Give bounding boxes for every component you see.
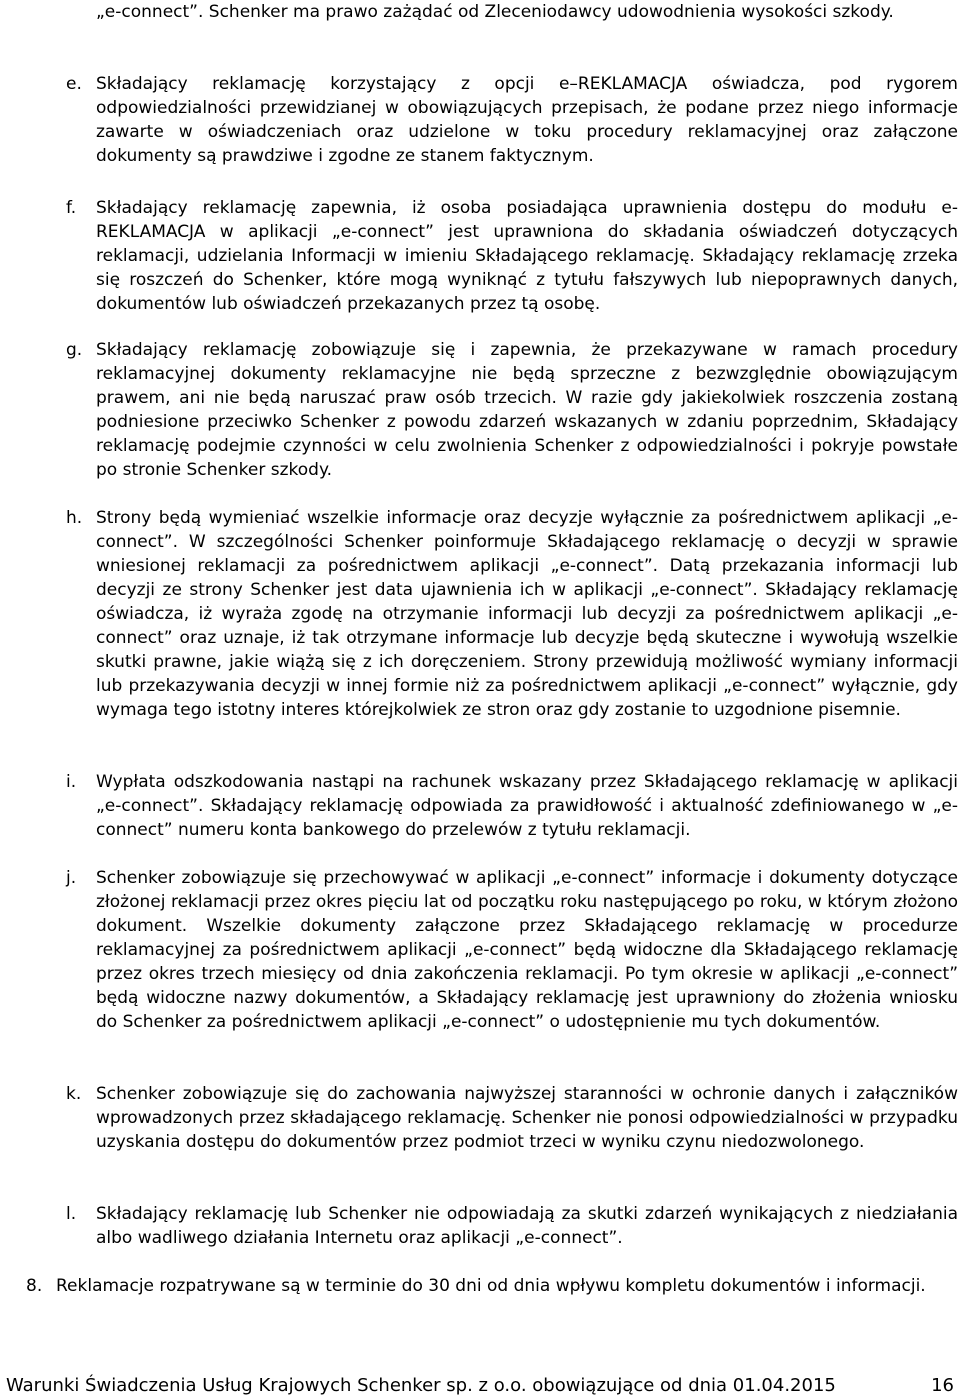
continuation-paragraph: „e-connect”. Schenker ma prawo zażądać od Zleceniodawcy udowodnienia wysokości szkody. (96, 2, 894, 22)
list-item-text: Składający reklamację korzystający z opcji e–REKLAMACJA oświadcza, pod rygorem odpowiedzialności przewidzianej w obowiązujących przepisach, że podane przez niego informacje zawarte w oświadczeniach oraz udzielone w toku procedury reklamacyjnej oraz załączone dokumenty są prawdziwe i zgodne ze stanem faktycznym. (96, 74, 958, 166)
list-item-e (66, 72, 958, 168)
list-item-text: Schenker zobowiązuje się przechowywać w aplikacji „e-connect” informacje i dokumenty dotyczące złożonej reklamacji przez okres pięciu lat od początku roku następującego po roku, w którym złożono dokument. Wszelkie dokumenty załączone przez Składającego reklamację w procedurze reklamacyjnej za pośrednictwem aplikacji „e-connect” będą widoczne dla Składającego reklamację przez okres trzech miesięcy od dnia zakończenia reklamacji. Po tym okresie w aplikacji „e-connect” będą widoczne nazwy dokumentów, a Składający reklamację jest uprawniony do złożenia wniosku do Schenker za pośrednictwem aplikacji „e-connect” o udostępnienie mu tych dokumentów. (96, 868, 958, 1032)
numbered-point-8 (26, 1274, 958, 1298)
footer-title: Warunki Świadczenia Usług Krajowych Schenker sp. z o.o. obowiązujące od dnia 01.04.2015 (6, 1375, 836, 1396)
list-marker: i. (66, 772, 77, 792)
page-footer (0, 1374, 960, 1398)
list-item-k (66, 1082, 958, 1154)
list-marker: 8. (26, 1276, 43, 1296)
list-item-text: Schenker zobowiązuje się do zachowania najwyższej staranności w ochronie danych i załączników wprowadzonych przez składającego reklamację. Schenker nie ponosi odpowiedzialności w przypadku uzyskania dostępu do dokumentów przez podmiot trzeci w wyniku czynu niedozwolonego. (96, 1084, 958, 1152)
list-marker: e. (66, 74, 82, 94)
list-marker: k. (66, 1084, 82, 1104)
list-item-i (66, 770, 958, 842)
list-item-text: Składający reklamację zapewnia, iż osoba posiadająca uprawnienia dostępu do modułu e-REKLAMACJA w aplikacji „e-connect” jest uprawniona do składania oświadczeń dotyczących reklamacji, udzielania Informacji w imieniu Składającego reklamację. Składający reklamację zrzeka się roszczeń do Schenker, które mogą wyniknąć z tytułu fałszywych lub niepoprawnych danych, dokumentów lub oświadczeń przekazanych przez tą osobę. (96, 198, 958, 314)
list-item-text: Wypłata odszkodowania nastąpi na rachunek wskazany przez Składającego reklamację w aplikacji „e-connect”. Składający reklamację odpowiada za prawidłowość i aktualność zdefiniowanego w „e-connect” numeru konta bankowego do przelewów z tytułu reklamacji. (96, 772, 958, 840)
list-item-h (66, 506, 958, 722)
list-item-j (66, 866, 958, 1034)
list-item-l (66, 1202, 958, 1250)
list-item-g (66, 338, 958, 482)
list-item-text: Strony będą wymieniać wszelkie informacje oraz decyzje wyłącznie za pośrednictwem aplikacji „e-connect”. W szczególności Schenker poinformuje Składającego reklamację o decyzji w sprawie wniesionej reklamacji za pośrednictwem aplikacji „e-connect”. Datą przekazania informacji lub decyzji ze strony Schenker jest data ujawnienia ich w aplikacji „e-connect”. Składający reklamację oświadcza, iż wyraża zgodę na otrzymanie informacji lub decyzji za pośrednictwem aplikacji „e-connect” oraz uznaje, iż tak otrzymane informacje lub decyzje będą skuteczne i wywołują wszelkie skutki prawne, jakie wiążą się z ich doręczeniem. Strony przewidują możliwość wymiany informacji lub przekazywania decyzji w innej formie niż za pośrednictwem aplikacji „e-connect” wyłącznie, gdy wymaga tego istotny interes którejkolwiek ze stron oraz gdy zostanie to uzgodnione pisemnie. (96, 508, 958, 720)
list-marker: j. (66, 868, 77, 888)
list-item-text: Składający reklamację zobowiązuje się i zapewnia, że przekazywane w ramach procedury reklamacyjnej dokumenty reklamacyjne nie będą sprzeczne z bezwzględnie obowiązującym prawem, ani nie będą naruszać praw osób trzecich. W razie gdy jakiekolwiek roszczenia zostaną podniesione przeciwko Schenker z powodu zdarzeń wskazanych w zdaniu poprzednim, Składający reklamację podejmie czynności w celu zwolnienia Schenker z odpowiedzialności i pokryje powstałe po stronie Schenker szkody. (96, 340, 958, 480)
list-marker: g. (66, 340, 83, 360)
list-marker: f. (66, 198, 77, 218)
page-number: 16 (931, 1375, 954, 1396)
list-item-text: Reklamacje rozpatrywane są w terminie do 30 dni od dnia wpływu kompletu dokumentów i informacji. (56, 1276, 926, 1296)
list-item-f (66, 196, 958, 316)
list-item-text: Składający reklamację lub Schenker nie odpowiadają za skutki zdarzeń wynikających z niedziałania albo wadliwego działania Internetu oraz aplikacji „e-connect”. (96, 1204, 958, 1248)
list-marker: h. (66, 508, 83, 528)
list-marker: l. (66, 1204, 77, 1224)
